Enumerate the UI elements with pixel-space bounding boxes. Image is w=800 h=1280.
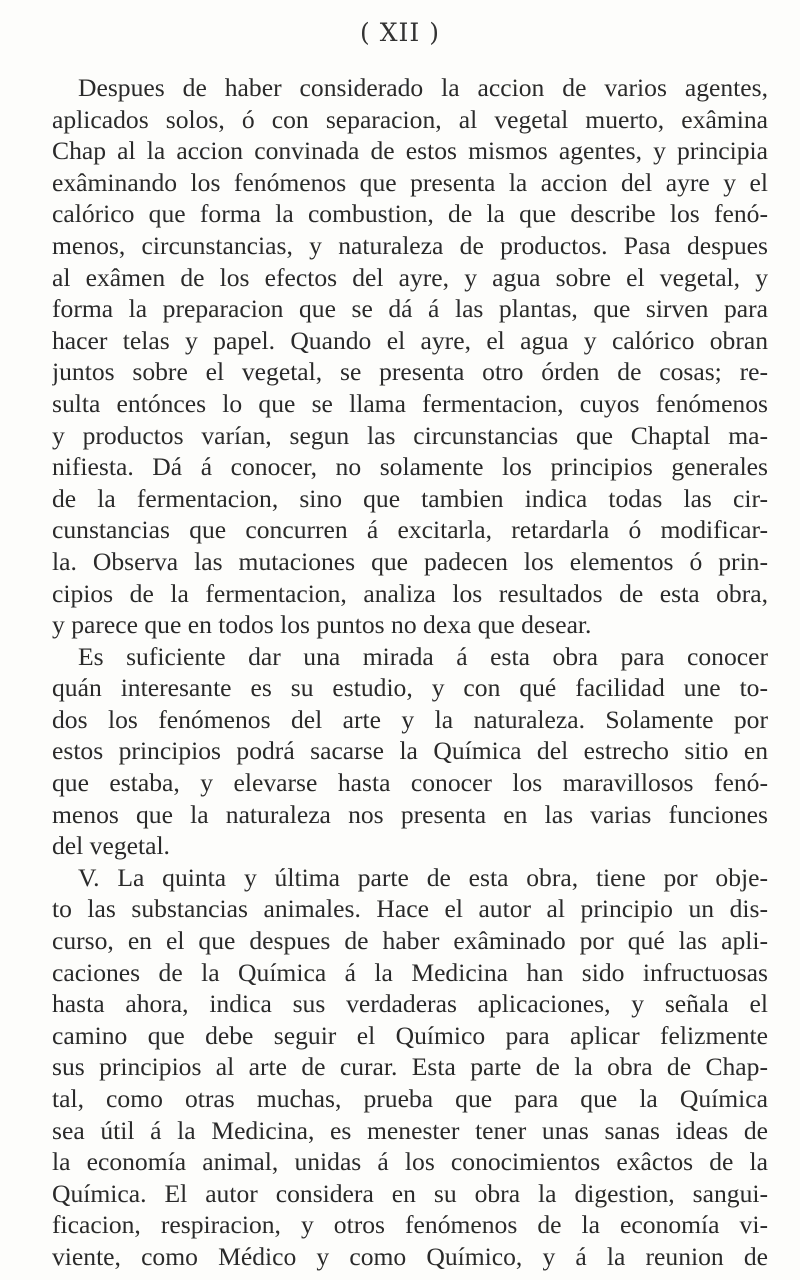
text-line: tal, como otras muchas, prueba que para que la Química bbox=[52, 1084, 768, 1113]
text-line: cunstancias que concurren á excitarla, retardarla ó modificar- bbox=[52, 515, 768, 545]
text-line: la economía animal, unidas á los conocimientos exâctos de la bbox=[52, 1147, 768, 1177]
text-line: exâminando los fenómenos que presenta la accion del ayre y el bbox=[52, 167, 768, 197]
text-line: forma la preparacion que se dá á las plantas, que sirven para bbox=[52, 294, 768, 324]
text-line: cipios de la fermentacion, analiza los resultados de esta obra, bbox=[52, 578, 768, 608]
text-line: y parece que en todos los puntos no dexa que desear. bbox=[52, 610, 592, 640]
text-line: estos principios podrá sacarse la Química del estrecho sitio en bbox=[52, 736, 768, 766]
text-line: V. La quinta y última parte de esta obra, tiene por obje- bbox=[78, 862, 768, 892]
text-line: caciones de la Química á la Medicina han sido infructuosas bbox=[52, 957, 768, 987]
text-line: quán interesante es su estudio, y con qué facilidad une to- bbox=[52, 673, 768, 703]
text-line: hasta ahora, indica sus verdaderas aplicaciones, y señala el bbox=[52, 989, 768, 1019]
text-line: del vegetal. bbox=[52, 831, 170, 861]
text-line: de la fermentacion, sino que tambien indica todas las cir- bbox=[52, 483, 768, 513]
page-body bbox=[52, 72, 768, 1273]
text-line: viente, como Médico y como Químico, y á la reunion de bbox=[52, 1241, 768, 1271]
text-line: al exâmen de los efectos del ayre, y agua sobre el vegetal, y bbox=[52, 262, 768, 292]
text-line: Química. El autor considera en su obra la digestion, sangui- bbox=[52, 1178, 768, 1208]
text-line: Despues de haber considerado la accion de varios agentes, bbox=[78, 73, 768, 102]
text-line: que estaba, y elevarse hasta conocer los maravillosos fenó- bbox=[52, 768, 768, 798]
text-line: dos los fenómenos del arte y la naturaleza. Solamente por bbox=[52, 704, 768, 734]
text-line: y productos varían, segun las circunstancias que Chaptal ma- bbox=[52, 420, 768, 450]
text-line: sulta entónces lo que se llama fermentacion, cuyos fenómenos bbox=[52, 388, 768, 418]
text-line: nifiesta. Dá á conocer, no solamente los principios generales bbox=[52, 452, 768, 482]
text-line: juntos sobre el vegetal, se presenta otro órden de cosas; re- bbox=[52, 357, 768, 387]
text-line: sus principios al arte de curar. Esta parte de la obra de Chap- bbox=[52, 1052, 768, 1082]
text-line: menos que la naturaleza nos presenta en las varias funciones bbox=[52, 799, 768, 829]
text-line: hacer telas y papel. Quando el ayre, el agua y calórico obran bbox=[52, 325, 768, 355]
text-line: Es suficiente dar una mirada á esta obra para conocer bbox=[78, 641, 768, 671]
text-line: ficacion, respiracion, y otros fenómenos de la economía vi- bbox=[52, 1210, 768, 1240]
text-line: aplicados solos, ó con separacion, al vegetal muerto, exâmina bbox=[52, 104, 768, 134]
text-line: menos, circunstancias, y naturaleza de productos. Pasa despues bbox=[52, 230, 768, 260]
text-line: camino que debe seguir el Químico para aplicar felizmente bbox=[52, 1020, 768, 1050]
text-line: sea útil á la Medicina, es menester tener unas sanas ideas de bbox=[52, 1115, 768, 1145]
text-line: to las substancias animales. Hace el autor al principio un dis- bbox=[52, 894, 768, 924]
page-number: ( XII ) bbox=[360, 18, 440, 47]
text-line: Chap al la accion convinada de estos mismos agentes, y principia bbox=[52, 136, 768, 166]
text-line: calórico que forma la combustion, de la que describe los fenó- bbox=[52, 199, 768, 229]
text-line: la. Observa las mutaciones que padecen los elementos ó prin- bbox=[52, 546, 768, 576]
paragraph-2 bbox=[52, 641, 768, 862]
paragraph-1 bbox=[52, 72, 768, 641]
paragraph-3 bbox=[52, 862, 768, 1273]
text-line: curso, en el que despues de haber exâminado por qué las apli- bbox=[52, 926, 768, 956]
